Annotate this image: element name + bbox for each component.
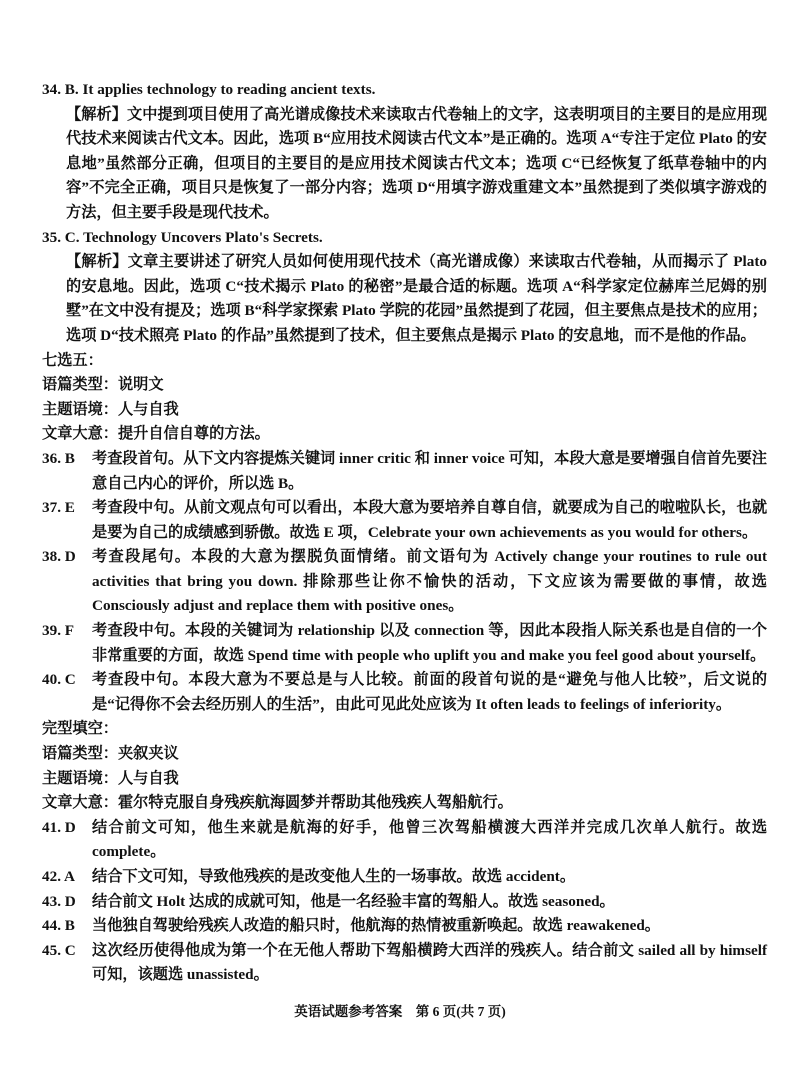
answer-explanation: 考查段中句。本段的关键词为 relationship 以及 connection 等，因此本段指人际关系也是自信的一个非常重要的方面，故选 Spend time with people who uplift you and make you feel good about yourself。 [92, 622, 767, 664]
answer-item [42, 914, 767, 939]
answer-explanation: 当他独自驾驶给残疾人改造的船只时，他航海的热情被重新唤起。故选 reawakened。 [92, 917, 660, 935]
answer-number: 38. D [42, 548, 76, 566]
answer-number: 41. D [42, 818, 76, 836]
section-theme: 主题语境：人与自我 [42, 769, 179, 787]
answer-number: 44. B [42, 917, 75, 935]
section-summary: 文章大意：霍尔特克服自身残疾航海圆梦并帮助其他残疾人驾船航行。 [42, 794, 513, 812]
answer-heading: 34. B. It applies technology to reading ancient texts. [42, 81, 376, 98]
section-genre: 语篇类型：说明文 [42, 376, 164, 394]
answer-explanation: 这次经历使得他成为第一个在无他人帮助下驾船横跨大西洋的残疾人。结合前文 sailed all by himself 可知，该题选 unassisted。 [92, 941, 767, 984]
section-cloze [42, 717, 767, 988]
answer-list [42, 447, 767, 718]
answer-explanation: 考查段中句。从前文观点句可以看出，本段大意为要培养自尊自信，就要成为自己的啦啦队长，也就是要为自己的成绩感到骄傲。故选 E 项，Celebrate your own achievements as you would for others。 [92, 499, 767, 541]
answer-explanation: 考查段中句。本段大意为不要总是与人比较。前面的段首句说的是“避免与他人比较”，后文说的是“记得你不会去经历别人的生活”，由此可见此处应该为 It often leads to feelings of inferiority。 [92, 671, 767, 713]
answer-number: 39. F [42, 622, 75, 640]
section-theme: 主题语境：人与自我 [42, 400, 179, 418]
answer-item [42, 545, 767, 619]
answer-explanation: 结合下文可知，导致他残疾的是改变他人生的一场事故。故选 accident。 [92, 868, 576, 885]
answer-item [42, 619, 767, 668]
answer-number: 45. C [42, 941, 76, 959]
page-footer: 英语试题参考答案 第 6 页(共 7 页) [294, 1003, 506, 1019]
answer-explanation: 考查段首句。从下文内容提炼关键词 inner critic 和 inner voice 可知，本段大意是要增强自信首先要注意自己内心的评价，所以选 B。 [92, 449, 767, 492]
answer-number: 40. C [42, 671, 76, 689]
section-title: 七选五： [42, 351, 103, 369]
answer-explanation: 结合前文可知，他生来就是航海的好手，他曾三次驾船横渡大西洋并完成几次单人航行。故选 complete。 [92, 818, 767, 861]
answer-page [42, 0, 767, 1022]
answer-list [42, 816, 767, 988]
section-title: 完型填空： [42, 720, 118, 738]
answer-item [42, 816, 767, 865]
answer-explanation: 结合前文 Holt 达成的成就可知，他是一名经验丰富的驾船人。故选 seasoned。 [92, 892, 615, 910]
answer-item [42, 865, 767, 890]
answer-number: 37. E [42, 499, 75, 517]
answer-heading: 35. C. Technology Uncovers Plato's Secrets. [42, 228, 323, 246]
answer-analysis: 【解析】文章主要讲述了研究人员如何使用现代技术（高光谱成像）来读取古代卷轴，从而揭示了 Plato 的安息地。因此，选项 C“技术揭示 Plato 的秘密”是最合适的标题。选项 A“科学家定位赫库兰尼姆的别墅”在文中没有提及；选项 B“科学家探索 Plato 学院的花园”虽然提到了花园，但主要焦点是技术的应用；选项 D“技术照亮 Plato 的作品”虽然提到了技术，但主要焦点是揭示 Plato 的安息地，而不是他的作品。 [66, 253, 767, 344]
section-summary: 文章大意：提升自信自尊的方法。 [42, 425, 270, 443]
reading-answer-34 [42, 78, 767, 226]
section-genre: 语篇类型：夹叙夹议 [42, 745, 179, 763]
answer-item [42, 496, 767, 545]
answer-analysis: 【解析】文中提到项目使用了高光谱成像技术来读取古代卷轴上的文字，这表明项目的主要目的是应用现代技术来阅读古代文本。因此，选项 B“应用技术阅读古代文本”是正确的。选项 A“专注于定位 Plato 的安息地”虽然部分正确，但项目的主要目的是应用技术阅读古代文本；选项 C“已经恢复了纸草卷轴中的内容”不完全正确，项目只是恢复了一部分内容；选项 D“用填字游戏重建文本”虽然提到了类似填字游戏的方法，但主要手段是现代技术。 [66, 105, 767, 221]
reading-answer-35 [42, 226, 767, 349]
answer-item [42, 447, 767, 496]
answer-item [42, 939, 767, 988]
answer-number: 42. A [42, 868, 75, 885]
answer-item [42, 668, 767, 717]
section-seven-choose-five [42, 349, 767, 718]
answer-explanation: 考查段尾句。本段的大意为摆脱负面情绪。前文语句为 Actively change your routines to rule out activities that bring you down. 排除那些让你不愉快的活动，下文应该为需要做的事情，故选 Consciously adjust and replace them with positive ones。 [92, 548, 767, 615]
answer-number: 36. B [42, 449, 75, 467]
answer-number: 43. D [42, 892, 76, 910]
answer-item [42, 890, 767, 915]
